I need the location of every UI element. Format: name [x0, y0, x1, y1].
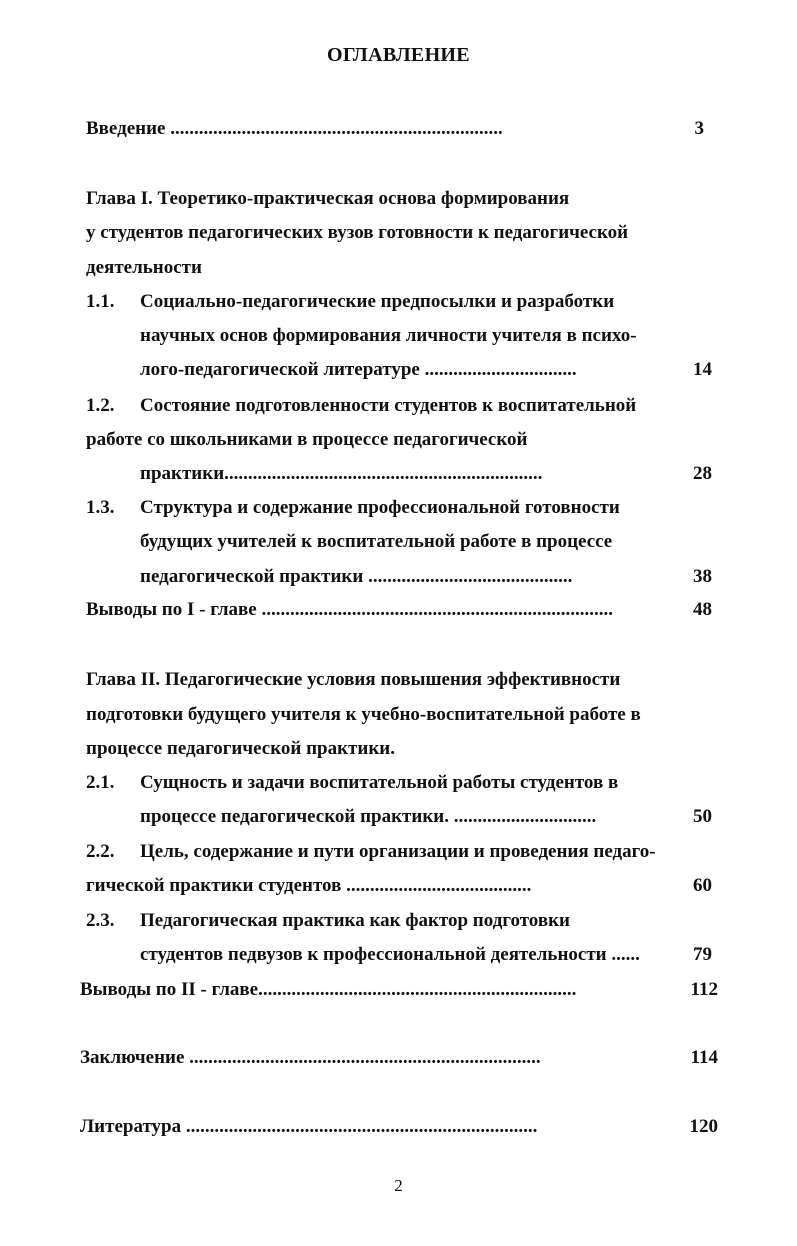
chapter-2-heading-line2: подготовки будущего учителя к учебно-воспитательной работе в [86, 704, 641, 725]
section-title-line1: Цель, содержание и пути организации и проведения педаго- [140, 841, 656, 862]
toc-entry-1-2 [86, 394, 636, 418]
chapter-2-heading-line3: процессе педагогической практики. [86, 738, 395, 759]
section-title-line1: Структура и содержание профессиональной готовности [140, 497, 620, 518]
toc-page-2-3: 79 [693, 944, 712, 965]
toc-entry-2-2 [86, 840, 656, 864]
toc-page-1-2: 28 [693, 463, 712, 484]
section-number: 2.3. [86, 910, 115, 931]
section-title-line2: гической практики студентов ....................................... [86, 875, 532, 896]
toc-page-intro: 3 [694, 118, 704, 139]
toc-page-literature: 120 [689, 1116, 718, 1137]
toc-entry-intro: Введение ...................................................................... [86, 118, 503, 139]
chapter-1-heading: Глава I. Теоретико-практическая основа формирования [86, 188, 570, 209]
toc-page-1-1: 14 [693, 359, 712, 380]
section-title-line1: Педагогическая практика как фактор подготовки [140, 910, 570, 931]
section-title-line2: работе со школьниками в процессе педагогической [86, 429, 528, 450]
toc-entry-chapter-2-conclusion: Выводы по II - главе................................................................... [80, 979, 577, 1000]
toc-page-chapter-1-conclusion: 48 [693, 599, 712, 620]
section-title-line2: научных основ формирования личности учителя в психо- [140, 325, 637, 346]
chapter-1-heading-line2: у студентов педагогических вузов готовности к педагогической [86, 222, 629, 243]
toc-entry-1-3 [86, 496, 620, 520]
toc-entry-summary: Заключение .......................................................................... [80, 1047, 541, 1068]
toc-entry-2-3 [86, 909, 570, 933]
section-title-line3: практики................................................................... [140, 463, 543, 484]
section-title-line1: Сущность и задачи воспитательной работы студентов в [140, 772, 619, 793]
toc-entry-2-1 [86, 771, 618, 795]
toc-page-summary: 114 [690, 1047, 718, 1068]
section-title-line1: Социально-педагогические предпосылки и разработки [140, 291, 615, 312]
section-number: 2.1. [86, 772, 115, 793]
toc-entry-1-1 [86, 290, 614, 314]
section-number: 1.2. [86, 395, 115, 416]
toc-entry-literature: Литература .......................................................................... [80, 1116, 538, 1137]
chapter-2-heading: Глава II. Педагогические условия повышения эффективности [86, 669, 621, 690]
section-title-line3: педагогической практики ........................................... [140, 566, 573, 587]
section-number: 1.3. [86, 497, 115, 518]
page-title: ОГЛАВЛЕНИЕ [327, 44, 470, 66]
chapter-1-heading-line3: деятельности [86, 257, 202, 278]
toc-page-2-2: 60 [693, 875, 712, 896]
section-title-line3: лого-педагогической литературе ................................ [140, 359, 577, 380]
toc-entry-chapter-1-conclusion: Выводы по I - главе .......................................................................... [86, 599, 613, 620]
section-title-line2: будущих учителей к воспитательной работе в процессе [140, 531, 613, 552]
section-number: 1.1. [86, 291, 115, 312]
toc-page-chapter-2-conclusion: 112 [690, 979, 718, 1000]
page-number: 2 [394, 1176, 403, 1195]
toc-page-1-3: 38 [693, 566, 712, 587]
section-title-line2: процессе педагогической практики. .............................. [140, 806, 597, 827]
section-title-line1: Состояние подготовленности студентов к воспитательной [140, 395, 637, 416]
section-title-line2: студентов педвузов к профессиональной деятельности ...... [140, 944, 640, 965]
section-number: 2.2. [86, 841, 115, 862]
toc-page-2-1: 50 [693, 806, 712, 827]
